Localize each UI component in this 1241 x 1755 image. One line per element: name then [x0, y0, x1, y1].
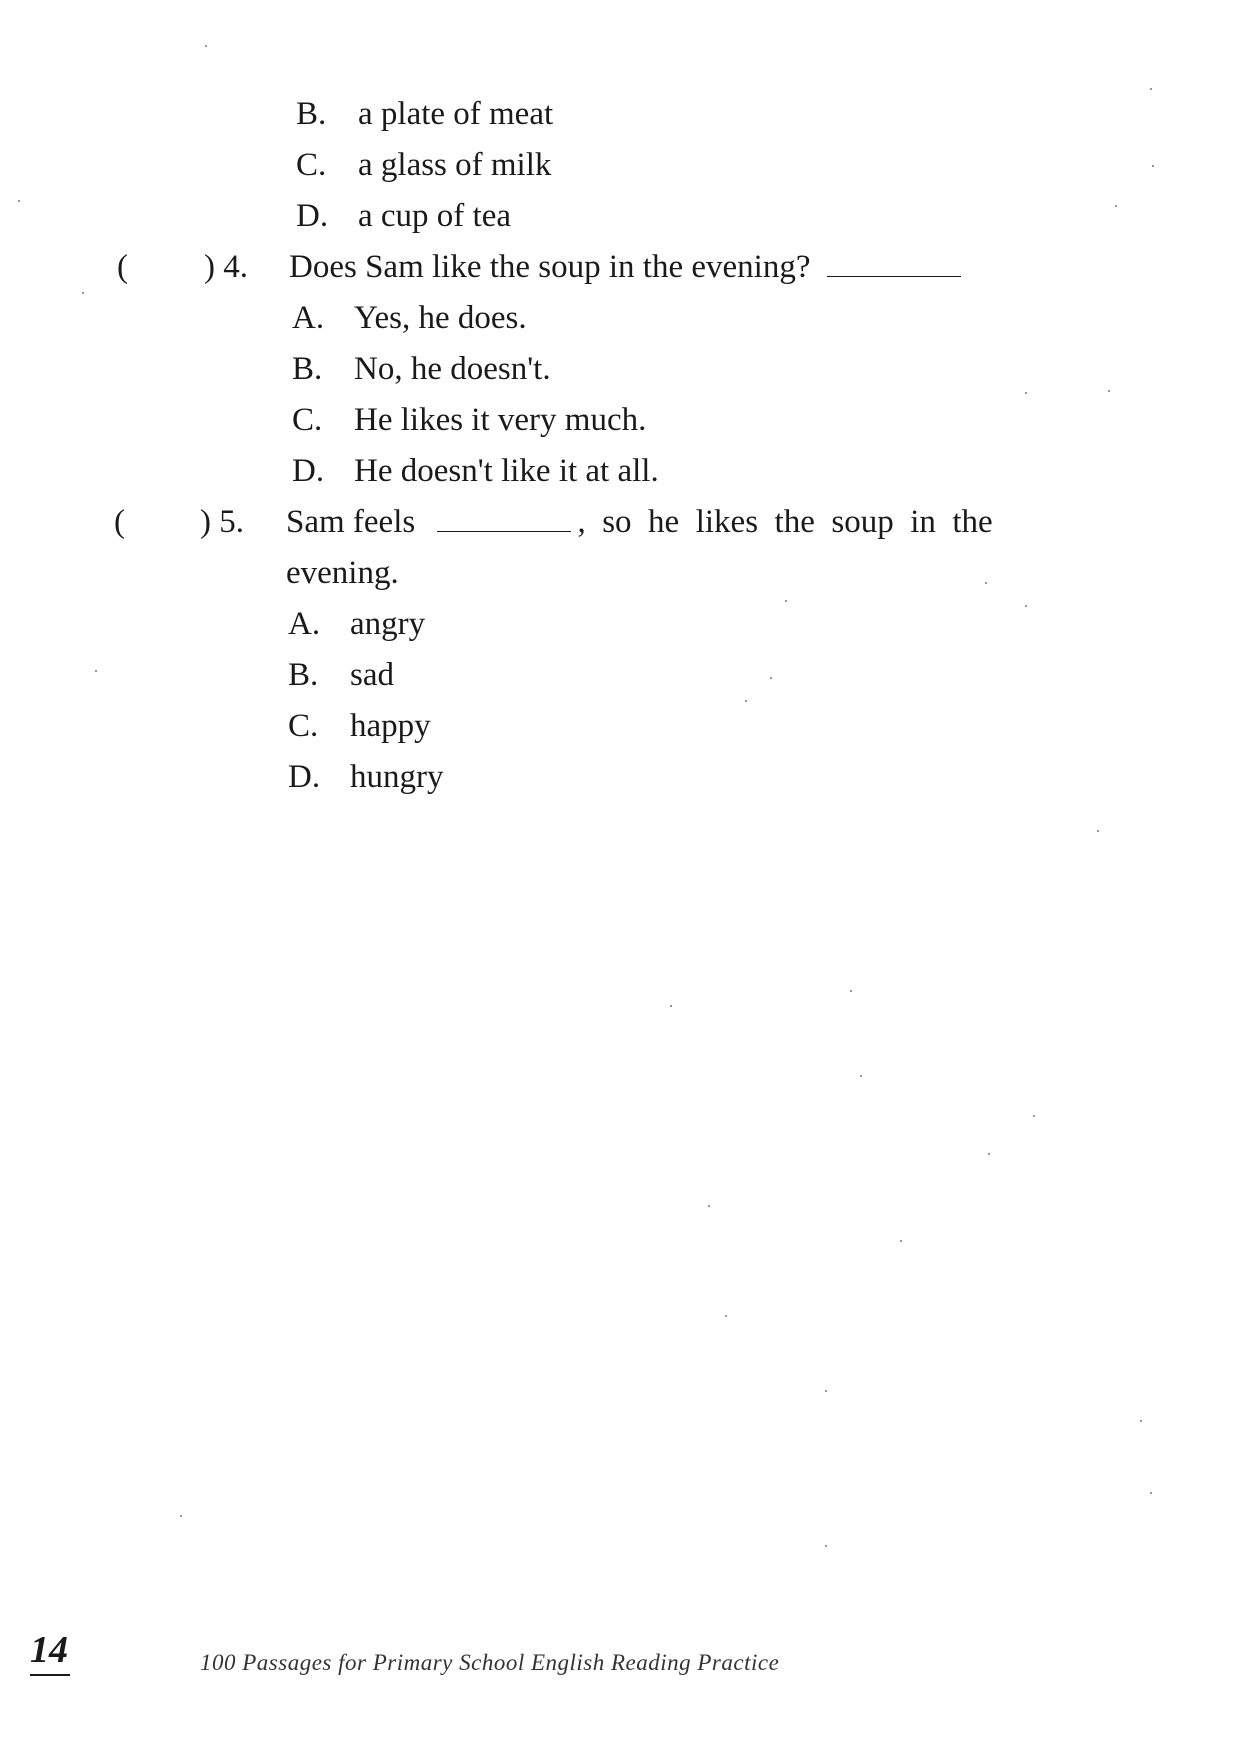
- q4-option-a: [292, 298, 527, 338]
- q4-question: [289, 247, 961, 287]
- option-letter: B.: [292, 351, 323, 387]
- scan-speck: [1097, 830, 1099, 832]
- scan-speck: [745, 700, 747, 702]
- option-letter: D.: [288, 759, 321, 795]
- scan-speck: [1140, 1420, 1142, 1422]
- q5-question-text-before: Sam feels: [286, 504, 416, 540]
- scan-speck: [825, 1545, 827, 1547]
- option-text: angry: [350, 606, 426, 642]
- scan-speck: [18, 200, 20, 202]
- q5-option-d: [288, 757, 444, 797]
- q5-question-text-after: , so he likes the soup in the: [577, 504, 993, 540]
- scan-speck: [988, 1153, 990, 1155]
- scan-speck: [1152, 165, 1154, 167]
- book-title: 100 Passages for Primary School English Reading Practice: [200, 1650, 780, 1675]
- q5-option-b: [288, 655, 394, 695]
- scan-speck: [708, 1205, 710, 1207]
- option-text: hungry: [350, 759, 444, 795]
- scan-speck: [1150, 1492, 1152, 1494]
- scan-speck: [1150, 88, 1152, 90]
- option-letter: C.: [292, 402, 323, 438]
- page-number: 14: [30, 1628, 70, 1676]
- option-text: Yes, he does.: [354, 300, 527, 336]
- scan-speck: [205, 45, 207, 47]
- option-text: happy: [350, 708, 431, 744]
- q5-answer-blank: [437, 503, 571, 532]
- scan-speck: [860, 1075, 862, 1077]
- option-letter: A.: [292, 300, 325, 336]
- scan-speck: [850, 990, 852, 992]
- option-text: He likes it very much.: [354, 402, 647, 438]
- q4-option-d: [292, 451, 659, 491]
- scan-speck: [180, 1515, 182, 1517]
- q5-option-a: [288, 604, 425, 644]
- q5-option-c: [288, 706, 431, 746]
- scan-speck: [1025, 392, 1027, 394]
- q5-question-line2: evening.: [286, 555, 399, 591]
- option-letter: B.: [296, 96, 327, 132]
- option-text: No, he doesn't.: [354, 351, 551, 387]
- option-text: a plate of meat: [358, 96, 554, 132]
- q4-number: ) 4.: [204, 249, 248, 285]
- scan-speck: [900, 1240, 902, 1242]
- q4-option-b: [292, 349, 551, 389]
- scan-speck: [770, 677, 772, 679]
- q5-number: ) 5.: [200, 504, 244, 540]
- scan-speck: [1115, 205, 1117, 207]
- option-letter: D.: [292, 453, 325, 489]
- scan-speck: [785, 600, 787, 602]
- scan-speck: [95, 670, 97, 672]
- scan-speck: [670, 1005, 672, 1007]
- q4-question-text: Does Sam like the soup in the evening?: [289, 249, 811, 285]
- option-text: a glass of milk: [358, 147, 552, 183]
- q3-option-b: [296, 94, 553, 134]
- option-text: a cup of tea: [358, 198, 511, 234]
- option-text: He doesn't like it at all.: [354, 453, 659, 489]
- option-letter: B.: [288, 657, 319, 693]
- scan-speck: [1033, 1115, 1035, 1117]
- scan-speck: [1108, 390, 1110, 392]
- q3-option-d: [296, 196, 511, 236]
- scan-speck: [985, 582, 987, 584]
- option-letter: A.: [288, 606, 321, 642]
- q4-answer-paren-open: (: [117, 249, 128, 285]
- scan-speck: [82, 292, 84, 294]
- scan-speck: [825, 1390, 827, 1392]
- q3-option-c: [296, 145, 551, 185]
- q5-question: [286, 502, 993, 542]
- option-letter: C.: [296, 147, 327, 183]
- q5-answer-paren-open: (: [114, 504, 125, 540]
- option-letter: D.: [296, 198, 329, 234]
- scan-speck: [1025, 605, 1027, 607]
- scan-speck: [725, 1315, 727, 1317]
- q4-answer-blank: [827, 248, 961, 277]
- option-text: sad: [350, 657, 394, 693]
- q4-option-c: [292, 400, 646, 440]
- option-letter: C.: [288, 708, 319, 744]
